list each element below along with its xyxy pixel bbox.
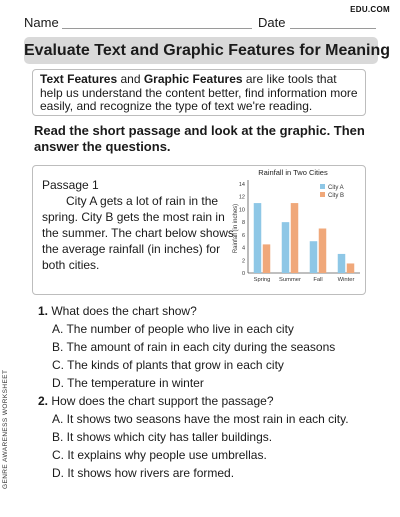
info-description: are like tools that help us understand the content better, find information more easily, and recognize the type of text we're reading. xyxy=(40,72,358,113)
info-box xyxy=(32,69,366,116)
answer-option[interactable]: A. The number of people who live in each city xyxy=(52,322,294,336)
passage-text xyxy=(42,193,242,273)
bar-city-b xyxy=(291,203,299,273)
question-1 xyxy=(38,302,378,320)
worksheet-title: Evaluate Text and Graphic Features for Meaning xyxy=(24,37,378,64)
x-tick-label: Summer xyxy=(279,277,301,283)
legend-swatch xyxy=(320,184,325,189)
name-line xyxy=(62,28,252,29)
questions-list xyxy=(38,302,378,482)
name-label: Name xyxy=(24,15,59,30)
info-term-text-features: Text Features xyxy=(40,72,118,86)
x-tick-label: Winter xyxy=(337,277,355,283)
y-tick-label: 14 xyxy=(238,182,245,188)
answer-option[interactable]: B. The amount of rain in each city during the seasons xyxy=(52,340,336,354)
question-number: 2. xyxy=(38,394,49,408)
legend-swatch xyxy=(320,192,325,197)
y-tick-label: 10 xyxy=(238,207,245,214)
answer-option[interactable]: D. It shows how rivers are formed. xyxy=(52,466,235,480)
answer-option[interactable]: C. The kinds of plants that grow in each city xyxy=(52,358,284,372)
instructions: Read the short passage and look at the graphic. Then answer the questions. xyxy=(34,123,365,154)
legend-label: City B xyxy=(328,193,345,199)
legend-label: City A xyxy=(328,185,344,191)
name-date-row xyxy=(24,15,376,31)
bar-city-a xyxy=(310,241,318,273)
question-number: 1. xyxy=(38,304,49,318)
y-tick-label: 6 xyxy=(241,232,245,239)
question-text: What does the chart show? xyxy=(51,304,197,318)
passage-body: City A gets a lot of rain in the spring. City B gets the most rain in the summer. The chart below shows the average rainfall (in inches) for both cities. xyxy=(42,194,234,272)
answer-option[interactable]: B. It shows which city has taller buildings. xyxy=(52,430,273,444)
answer-option[interactable]: A. It shows two seasons have the most rain in each city. xyxy=(52,412,349,426)
chart-title: Rainfall in Two Cities xyxy=(258,168,328,177)
rainfall-chart xyxy=(228,165,362,289)
answer-option[interactable]: C. It explains why people use umbrellas. xyxy=(52,448,267,462)
question-text: How does the chart support the passage? xyxy=(51,394,274,408)
y-tick-label: 12 xyxy=(238,194,245,201)
bar-city-a xyxy=(254,203,262,273)
y-tick-label: 0 xyxy=(241,271,245,277)
bar-city-a xyxy=(338,254,346,273)
brand-logo: EDU.COM xyxy=(350,5,390,14)
y-tick-label: 8 xyxy=(241,220,245,227)
side-label: GENRE AWARENESS WORKSHEET xyxy=(2,369,9,489)
answer-option[interactable]: D. The temperature in winter xyxy=(52,376,204,390)
date-label: Date xyxy=(258,15,286,30)
y-tick-label: 4 xyxy=(241,245,245,252)
date-line xyxy=(290,28,376,29)
bar-city-b xyxy=(347,263,355,273)
bar-city-b xyxy=(319,229,327,274)
info-connector: and xyxy=(117,72,144,86)
y-tick-label: 2 xyxy=(241,258,245,265)
bar-city-b xyxy=(263,244,271,273)
x-tick-label: Fall xyxy=(313,277,323,283)
bar-city-a xyxy=(282,222,290,273)
info-term-graphic-features: Graphic Features xyxy=(143,72,243,86)
x-tick-label: Spring xyxy=(253,277,271,283)
passage-title: Passage 1 xyxy=(42,178,99,192)
y-axis-label: Rainfall (in inches) xyxy=(233,203,239,254)
question-2 xyxy=(38,392,378,410)
